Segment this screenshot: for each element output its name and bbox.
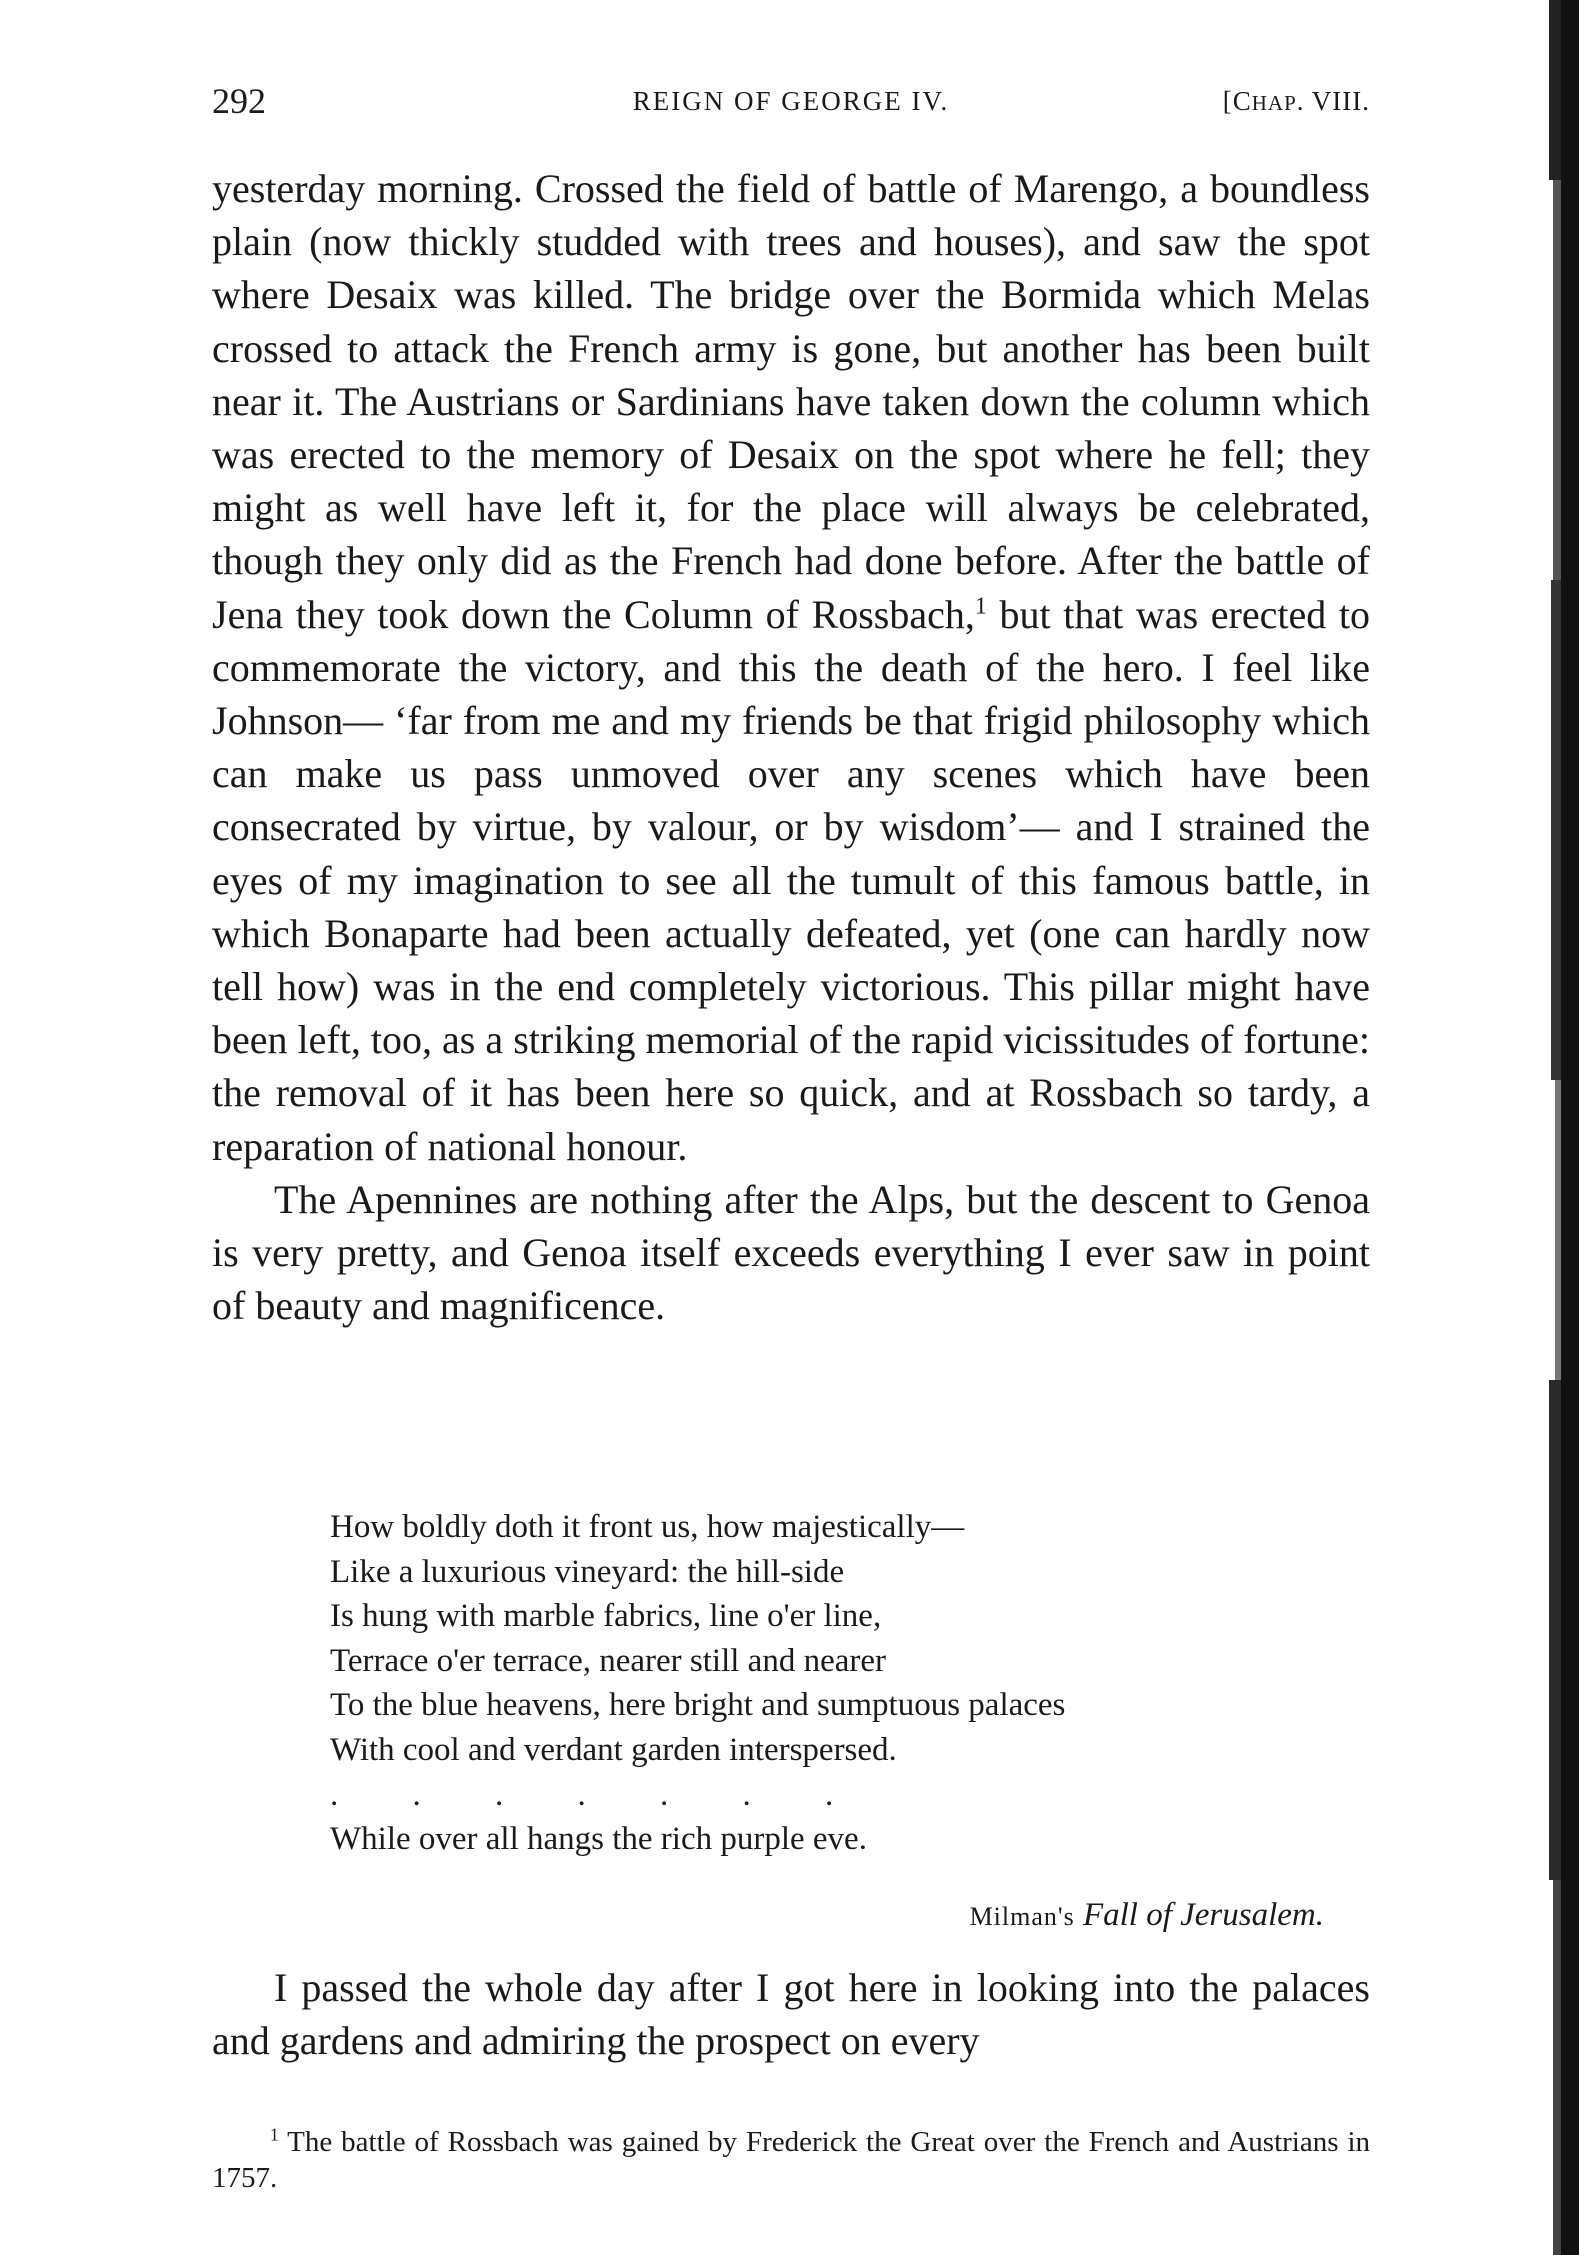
paragraph-2: The Apennines are nothing after the Alps, but the descent to Genoa is very pretty, and Genoa itself exceeds everything I ever saw in point of beauty and magnificence. [212,1176,1370,1329]
chapter-reference [1223,86,1370,117]
running-title: REIGN OF GEORGE IV. [632,86,950,116]
body-text [212,162,1370,1332]
body-text-continued [212,1961,1370,2067]
verse-line: Is hung with marble fabrics, line o'er line, [330,1598,882,1635]
scan-edge-shadow [1519,0,1579,2255]
verse-line: Terrace o'er terrace, nearer still and nearer [330,1642,886,1679]
verse-line: How boldly doth it front us, how majestically— [330,1509,965,1545]
running-head [212,80,1370,130]
attribution-title: Fall of Jerusalem. [1082,1897,1324,1933]
paragraph-1 [212,162,1370,1173]
paragraph-3: I passed the whole day after I got here in looking into the palaces and gardens and admiring the prospect on every [212,1965,1370,2064]
verse-line: With cool and verdant garden interspersed. [330,1731,897,1768]
footnote-text [212,2124,1370,2196]
paragraph-1-part-b: but that was erected to commemorate the victory, and this the death of the hero. I feel like Johnson— ‘far from me and my friends be that frigid philosophy which can make us pass unmoved over any scenes which have been consecrated by virtue, by valour, or by wisdom’— and I strained the eyes of my imagination to see all the tumult of this famous battle, in which Bonaparte had been actually defeated, yet (one can hardly now tell how) was in the end completely victorious. This pillar might have been left, too, as a striking memorial of the rapid vicissitudes of fortune: the removal of it has been here so quick, and at Rossbach so tardy, a reparation of national honour. [212,591,1370,1169]
verse-quotation [330,1505,1330,1861]
verse-attribution [970,1897,1324,1934]
verse-line: Like a luxurious vineyard: the hill-side [330,1553,845,1590]
footnote-mark: 1 [270,2124,279,2145]
paragraph-1-part-a: yesterday morning. Crossed the field of battle of Marengo, a boundless plain (now thickly studded with trees and houses), and saw the spot where Desaix was killed. The bridge over the Bormida which Melas crossed to attack the French army is gone, but another has been built near it. The Austrians or Sardinians have taken down the column which was erected to the memory of Desaix on the spot where he fell; they might as well have left it, for the place will always be celebrated, though they only did as the French had done before. After the battle of Jena they took down the Column of Rossbach, [212,166,1370,637]
attribution-author: Milman's [969,1902,1075,1931]
verse-ellipsis: . . . . . . . [330,1776,834,1813]
chapter-ref-open: [C [1222,86,1252,116]
verse-line-last: While over all hangs the rich purple eve. [330,1820,867,1857]
footnote-reference-mark: 1 [974,593,987,620]
footnote [212,2124,1370,2196]
verse-line: To the blue heavens, here bright and sumptuous palaces [330,1687,1066,1724]
page-number: 292 [212,81,266,121]
chapter-ref-rest: . VIII. [1296,86,1370,116]
chapter-ref-smallcaps: HAP [1251,91,1297,115]
footnote-body: The battle of Rossbach was gained by Frederick the Great over the French and Austrians in 1757. [212,2126,1370,2194]
